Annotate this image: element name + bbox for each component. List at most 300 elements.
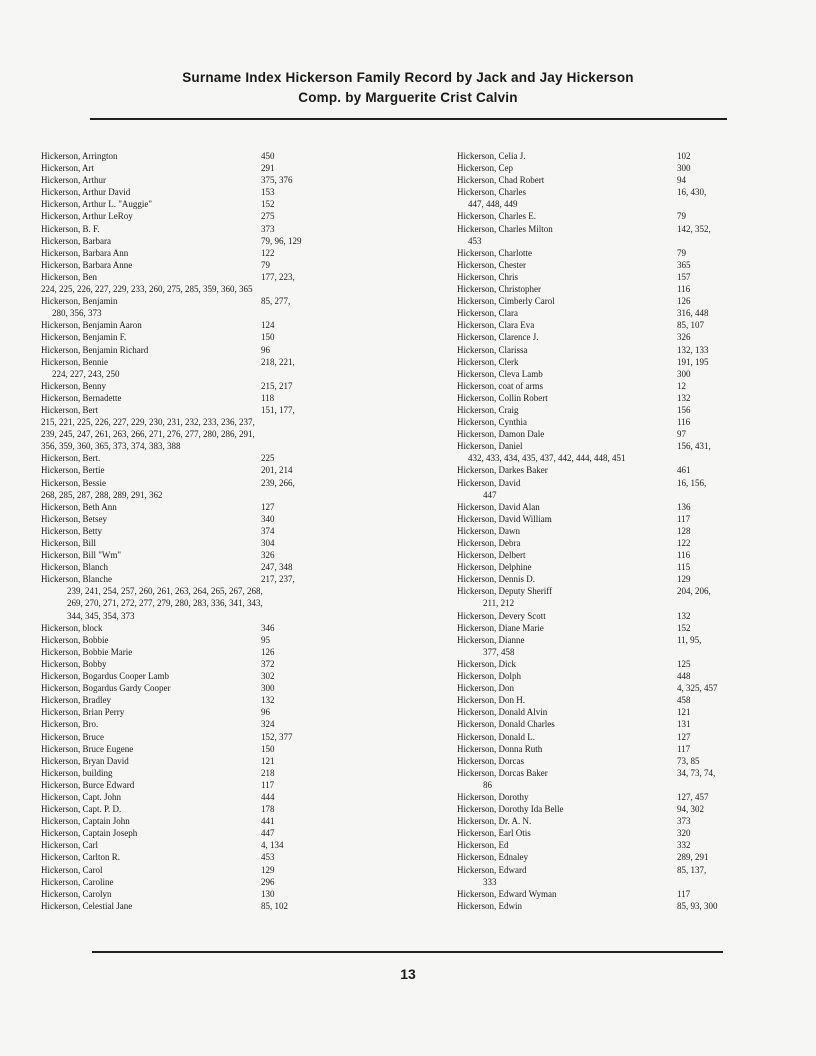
entry-page-list: 344, 345, 354, 373 — [67, 610, 135, 621]
entry-name: Hickerson, Barbara Ann — [41, 247, 129, 258]
entry-name: Hickerson, Dennis D. — [457, 574, 535, 585]
index-entry-continuation — [41, 307, 371, 319]
index-entry — [457, 380, 757, 392]
entry-pages: 153 — [261, 187, 275, 198]
index-entry — [457, 404, 757, 416]
entry-pages: 340 — [261, 513, 275, 524]
entry-name: Hickerson, Bennie — [41, 356, 108, 367]
entry-pages: 79 — [677, 247, 686, 258]
entry-name: Hickerson, Charlotte — [457, 247, 532, 258]
index-entry-continuation — [41, 428, 371, 440]
index-entry — [41, 464, 371, 476]
entry-name: Hickerson, Arthur L. "Auggie" — [41, 199, 153, 210]
entry-pages: 97 — [677, 429, 686, 440]
entry-name: Hickerson, Donald Alvin — [457, 707, 548, 718]
index-entry — [457, 525, 757, 537]
entry-name: Hickerson, Clarence J. — [457, 332, 539, 343]
entry-name: Hickerson, Bradley — [41, 695, 111, 706]
index-entry — [41, 537, 371, 549]
index-entry — [457, 392, 757, 404]
entry-name: Hickerson, Bro. — [41, 719, 99, 730]
entry-pages: 448 — [677, 671, 691, 682]
index-entry — [41, 694, 371, 706]
entry-name: Hickerson, Dr. A. N. — [457, 816, 532, 827]
entry-name: Hickerson, Dorcas Baker — [457, 767, 548, 778]
entry-pages: 152, 377 — [261, 731, 293, 742]
entry-name: Hickerson, B. F. — [41, 223, 100, 234]
index-entry — [457, 670, 757, 682]
entry-page-list: 224, 227, 243, 250 — [52, 368, 120, 379]
index-entry — [457, 319, 757, 331]
index-entry — [41, 658, 371, 670]
entry-page-list: 224, 225, 226, 227, 229, 233, 260, 275, 285, 359, 360, 365 — [41, 284, 253, 295]
index-entry — [41, 174, 371, 186]
entry-name: Hickerson, Clara — [457, 308, 518, 319]
index-entry — [457, 210, 757, 222]
entry-page-list: 377, 458 — [483, 646, 515, 657]
entry-name: Hickerson, Bert — [41, 404, 98, 415]
entry-pages: 291 — [261, 163, 275, 174]
index-entry-continuation — [457, 597, 757, 609]
index-entry-continuation — [41, 283, 371, 295]
entry-name: Hickerson, Charles Milton — [457, 223, 553, 234]
index-entry — [41, 477, 371, 489]
index-entry — [457, 682, 757, 694]
entry-page-list: 268, 285, 287, 288, 289, 291, 362 — [41, 489, 163, 500]
entry-pages: 117 — [677, 513, 691, 524]
entry-name: Hickerson, Edwin — [457, 900, 522, 911]
index-entry — [457, 501, 757, 513]
entry-pages: 218, 221, — [261, 356, 295, 367]
entry-pages: 375, 376 — [261, 175, 293, 186]
entry-pages: 444 — [261, 791, 275, 802]
entry-pages: 94, 302 — [677, 804, 704, 815]
entry-pages: 85, 277, — [261, 296, 291, 307]
entry-pages: 372 — [261, 658, 275, 669]
entry-name: Hickerson, Cep — [457, 163, 513, 174]
entry-name: Hickerson, Bogardus Gardy Cooper — [41, 683, 171, 694]
entry-name: Hickerson, Donna Ruth — [457, 743, 543, 754]
entry-name: Hickerson, Carol — [41, 864, 103, 875]
entry-name: Hickerson, Capt. John — [41, 791, 121, 802]
entry-pages: 450 — [261, 151, 275, 161]
index-entry — [41, 344, 371, 356]
entry-page-list: 215, 221, 225, 226, 227, 229, 230, 231, 232, 233, 236, 237, — [41, 417, 255, 428]
entry-pages: 217, 237, — [261, 574, 295, 585]
entry-page-list: 86 — [483, 779, 492, 790]
index-entry — [457, 791, 757, 803]
index-entry — [457, 440, 757, 452]
index-entry — [457, 428, 757, 440]
index-entry — [457, 162, 757, 174]
index-entry — [41, 331, 371, 343]
entry-pages: 85, 102 — [261, 900, 288, 911]
index-entry — [457, 634, 757, 646]
entry-page-list: 239, 245, 247, 261, 263, 266, 271, 276, 277, 280, 286, 291, — [41, 429, 255, 440]
entry-name: Hickerson, Craig — [457, 404, 519, 415]
index-entry — [41, 876, 371, 888]
index-entry — [457, 344, 757, 356]
entry-name: Hickerson, Celestial Jane — [41, 900, 133, 911]
entry-page-list: 280, 356, 373 — [52, 308, 102, 319]
entry-name: Hickerson, Dolph — [457, 671, 521, 682]
entry-name: Hickerson, Bill — [41, 538, 96, 548]
index-column-right — [457, 150, 757, 912]
entry-name: Hickerson, Ben — [41, 271, 97, 282]
entry-pages: 127 — [261, 501, 275, 512]
entry-name: Hickerson, Chad Robert — [457, 175, 545, 186]
entry-name: Hickerson, David Alan — [457, 501, 540, 512]
entry-pages: 191, 195 — [677, 356, 709, 367]
index-entry-continuation — [457, 198, 757, 210]
index-entry — [41, 525, 371, 537]
entry-pages: 157 — [677, 271, 691, 282]
entry-pages: 16, 430, — [677, 187, 707, 198]
index-entry — [457, 888, 757, 900]
entry-name: Hickerson, Collin Robert — [457, 392, 548, 403]
entry-name: Hickerson, Captain John — [41, 816, 130, 827]
entry-name: Hickerson, Edward — [457, 864, 527, 875]
entry-pages: 128 — [677, 525, 691, 536]
index-entry — [41, 815, 371, 827]
index-entry-continuation — [41, 416, 371, 428]
entry-pages: 16, 156, — [677, 477, 707, 488]
index-entry — [41, 271, 371, 283]
index-entry — [41, 198, 371, 210]
index-entry — [457, 851, 757, 863]
entry-pages: 458 — [677, 695, 691, 706]
entry-pages: 116 — [677, 550, 691, 561]
entry-pages: 300 — [677, 368, 691, 379]
index-entry — [41, 791, 371, 803]
entry-pages: 129 — [261, 864, 275, 875]
entry-name: Hickerson, Donald Charles — [457, 719, 555, 730]
footer-rule — [92, 951, 723, 953]
entry-pages: 300 — [677, 163, 691, 174]
header-subtitle: Comp. by Marguerite Crist Calvin — [298, 90, 518, 105]
entry-page-list: 211, 212 — [483, 598, 515, 609]
entry-pages: 79, 96, 129 — [261, 235, 302, 246]
index-entry — [41, 827, 371, 839]
entry-name: Hickerson, Christopher — [457, 284, 541, 295]
entry-pages: 79 — [261, 259, 270, 270]
index-entry — [41, 682, 371, 694]
entry-name: Hickerson, Clarissa — [457, 344, 528, 355]
entry-page-list: 447, 448, 449 — [468, 199, 518, 210]
index-entry — [457, 150, 757, 162]
entry-name: Hickerson, Bertie — [41, 465, 105, 476]
entry-pages: 126 — [677, 296, 691, 307]
index-entry — [457, 259, 757, 271]
index-entry-continuation — [41, 368, 371, 380]
entry-name: Hickerson, Carolyn — [41, 888, 112, 899]
entry-pages: 127, 457 — [677, 791, 709, 802]
index-entry — [457, 283, 757, 295]
entry-name: Hickerson, Bruce — [41, 731, 104, 742]
index-entry — [457, 271, 757, 283]
index-entry — [457, 743, 757, 755]
entry-pages: 125 — [677, 658, 691, 669]
entry-name: Hickerson, Blanche — [41, 574, 112, 585]
entry-page-list: 333 — [483, 876, 497, 887]
entry-pages: 151, 177, — [261, 404, 295, 415]
entry-pages: 130 — [261, 888, 275, 899]
entry-name: Hickerson, Arthur — [41, 175, 106, 186]
index-entry — [457, 622, 757, 634]
entry-name: Hickerson, Bernadette — [41, 392, 122, 403]
header-rule — [90, 118, 727, 120]
entry-pages: 116 — [677, 284, 691, 295]
index-entry — [457, 755, 757, 767]
entry-pages: 122 — [677, 538, 691, 548]
entry-name: Hickerson, Bruce Eugene — [41, 743, 134, 754]
entry-pages: 215, 217 — [261, 380, 293, 391]
entry-pages: 218 — [261, 767, 275, 778]
index-entry — [41, 839, 371, 851]
entry-name: Hickerson, Blanch — [41, 562, 108, 573]
entry-name: Hickerson, Capt. P. D. — [41, 804, 122, 815]
entry-pages: 95 — [261, 634, 270, 645]
entry-pages: 177, 223, — [261, 271, 295, 282]
index-entry-continuation — [41, 597, 371, 609]
entry-name: Hickerson, Bill "Wm" — [41, 550, 122, 561]
entry-page-list: 432, 433, 434, 435, 437, 442, 444, 448, 451 — [468, 453, 626, 464]
entry-pages: 225 — [261, 453, 275, 464]
index-entry — [41, 392, 371, 404]
entry-pages: 453 — [261, 852, 275, 863]
index-entry — [41, 864, 371, 876]
entry-name: Hickerson, Donald L. — [457, 731, 535, 742]
index-entry — [457, 585, 757, 597]
entry-name: Hickerson, Betsey — [41, 513, 107, 524]
entry-pages: 73, 85 — [677, 755, 700, 766]
entry-name: Hickerson, Benjamin — [41, 296, 118, 307]
index-entry-continuation — [457, 646, 757, 658]
entry-name: Hickerson, Earl Otis — [457, 828, 531, 839]
index-entry — [457, 368, 757, 380]
index-entry — [457, 416, 757, 428]
entry-pages: 316, 448 — [677, 308, 709, 319]
entry-name: Hickerson, Art — [41, 163, 94, 174]
entry-pages: 121 — [677, 707, 691, 718]
entry-name: Hickerson, block — [41, 622, 103, 633]
entry-pages: 332 — [677, 840, 691, 851]
entry-name: Hickerson, Arthur David — [41, 187, 131, 198]
index-entry — [457, 295, 757, 307]
entry-name: Hickerson, Don — [457, 683, 514, 694]
index-entry — [41, 767, 371, 779]
entry-name: Hickerson, Barbara Anne — [41, 259, 133, 270]
entry-name: Hickerson, Bobbie — [41, 634, 109, 645]
entry-pages: 326 — [261, 550, 275, 561]
entry-name: Hickerson, Dorothy Ida Belle — [457, 804, 564, 815]
index-entry — [41, 851, 371, 863]
index-entry — [41, 223, 371, 235]
index-entry — [41, 210, 371, 222]
index-entry — [457, 331, 757, 343]
entry-pages: 201, 214 — [261, 465, 293, 476]
entry-name: Hickerson, Diane Marie — [457, 622, 544, 633]
index-entry — [41, 186, 371, 198]
entry-name: Hickerson, Deputy Sheriff — [457, 586, 553, 597]
index-entry — [457, 561, 757, 573]
index-entry — [457, 223, 757, 235]
entry-pages: 127 — [677, 731, 691, 742]
page-number: 13 — [400, 966, 416, 982]
index-entry — [41, 731, 371, 743]
entry-pages: 374 — [261, 525, 275, 536]
index-entry — [457, 767, 757, 779]
entry-pages: 204, 206, — [677, 586, 711, 597]
entry-pages: 132, 133 — [677, 344, 709, 355]
entry-pages: 118 — [261, 392, 275, 403]
index-entry — [457, 694, 757, 706]
entry-name: Hickerson, Benjamin F. — [41, 332, 127, 343]
index-entry — [41, 259, 371, 271]
entry-name: Hickerson, Cleva Lamb — [457, 368, 543, 379]
entry-pages: 324 — [261, 719, 275, 730]
entry-page-list: 269, 270, 271, 272, 277, 279, 280, 283, 336, 341, 343, — [67, 598, 263, 609]
entry-pages: 126 — [261, 646, 275, 657]
entry-name: Hickerson, Bogardus Cooper Lamb — [41, 671, 169, 682]
entry-pages: 300 — [261, 683, 275, 694]
index-entry — [457, 718, 757, 730]
entry-name: Hickerson, Benjamin Richard — [41, 344, 149, 355]
index-entry — [457, 356, 757, 368]
index-entry — [457, 464, 757, 476]
index-entry — [457, 537, 757, 549]
index-entry — [41, 235, 371, 247]
index-entry — [41, 646, 371, 658]
entry-pages: 117 — [677, 888, 691, 899]
entry-pages: 94 — [677, 175, 686, 186]
entry-pages: 12 — [677, 380, 686, 391]
entry-name: Hickerson, Bert. — [41, 453, 101, 464]
index-entry-continuation — [41, 610, 371, 622]
entry-pages: 124 — [261, 320, 275, 331]
entry-page-list: 447 — [483, 489, 497, 500]
entry-pages: 34, 73, 74, — [677, 767, 716, 778]
entry-name: Hickerson, Don H. — [457, 695, 525, 706]
entry-pages: 152 — [261, 199, 275, 210]
index-entry — [41, 162, 371, 174]
entry-pages: 304 — [261, 538, 275, 548]
entry-pages: 302 — [261, 671, 275, 682]
entry-name: Hickerson, Celia J. — [457, 151, 526, 161]
entry-pages: 296 — [261, 876, 275, 887]
entry-name: Hickerson, Benny — [41, 380, 106, 391]
index-entry-continuation — [41, 489, 371, 501]
index-entry — [41, 706, 371, 718]
entry-page-list: 356, 359, 360, 365, 373, 374, 383, 388 — [41, 441, 181, 452]
entry-name: Hickerson, Charles E. — [457, 211, 536, 222]
index-entry — [41, 755, 371, 767]
index-entry — [41, 295, 371, 307]
index-entry — [41, 622, 371, 634]
entry-name: Hickerson, Bobbie Marie — [41, 646, 133, 657]
entry-name: Hickerson, David — [457, 477, 521, 488]
entry-name: Hickerson, Chester — [457, 259, 526, 270]
entry-pages: 150 — [261, 743, 275, 754]
entry-pages: 142, 352, — [677, 223, 711, 234]
index-entry — [457, 827, 757, 839]
index-entry — [457, 186, 757, 198]
entry-pages: 117 — [677, 743, 691, 754]
entry-pages: 447 — [261, 828, 275, 839]
entry-name: Hickerson, Cimberly Carol — [457, 296, 555, 307]
index-entry — [457, 477, 757, 489]
entry-name: Hickerson, Debra — [457, 538, 521, 548]
entry-pages: 102 — [677, 151, 691, 161]
entry-name: Hickerson, Dorcas — [457, 755, 524, 766]
entry-name: Hickerson, Beth Ann — [41, 501, 117, 512]
index-entry — [457, 900, 757, 912]
entry-name: Hickerson, Bessie — [41, 477, 106, 488]
entry-name: Hickerson, David William — [457, 513, 552, 524]
entry-name: Hickerson, Benjamin Aaron — [41, 320, 142, 331]
index-entry — [41, 501, 371, 513]
entry-name: Hickerson, Clerk — [457, 356, 519, 367]
entry-pages: 117 — [261, 779, 275, 790]
index-entry — [457, 706, 757, 718]
entry-pages: 178 — [261, 804, 275, 815]
entry-name: Hickerson, Dick — [457, 658, 516, 669]
index-entry-continuation — [457, 876, 757, 888]
entry-name: Hickerson, Betty — [41, 525, 102, 536]
entry-pages: 156, 431, — [677, 441, 711, 452]
index-entry — [41, 634, 371, 646]
entry-pages: 131 — [677, 719, 691, 730]
entry-name: Hickerson, Bryan David — [41, 755, 129, 766]
entry-name: Hickerson, Daniel — [457, 441, 523, 452]
entry-name: Hickerson, Devery Scott — [457, 610, 546, 621]
entry-name: Hickerson, Bobby — [41, 658, 107, 669]
entry-pages: 132 — [677, 392, 691, 403]
entry-name: Hickerson, building — [41, 767, 113, 778]
index-entry — [457, 658, 757, 670]
index-entry — [41, 743, 371, 755]
entry-pages: 4, 134 — [261, 840, 284, 851]
entry-page-list: 453 — [468, 235, 482, 246]
entry-pages: 441 — [261, 816, 275, 827]
entry-pages: 461 — [677, 465, 691, 476]
entry-pages: 289, 291 — [677, 852, 709, 863]
index-entry — [41, 150, 371, 162]
index-entry-continuation — [457, 452, 757, 464]
index-entry-continuation — [41, 585, 371, 597]
entry-pages: 85, 93, 300 — [677, 900, 718, 911]
entry-pages: 79 — [677, 211, 686, 222]
entry-name: Hickerson, Carl — [41, 840, 98, 851]
index-entry — [457, 549, 757, 561]
index-entry — [41, 404, 371, 416]
entry-pages: 116 — [677, 417, 691, 428]
entry-pages: 373 — [261, 223, 275, 234]
entry-name: Hickerson, Dianne — [457, 634, 525, 645]
entry-name: Hickerson, Burce Edward — [41, 779, 135, 790]
entry-name: Hickerson, Brian Perry — [41, 707, 125, 718]
entry-pages: 156 — [677, 404, 691, 415]
index-entry-continuation — [457, 779, 757, 791]
entry-name: Hickerson, Clara Eva — [457, 320, 535, 331]
entry-name: Hickerson, Darkes Baker — [457, 465, 548, 476]
entry-name: Hickerson, Chris — [457, 271, 518, 282]
index-entry — [41, 356, 371, 368]
entry-name: Hickerson, Edward Wyman — [457, 888, 557, 899]
index-entry — [41, 670, 371, 682]
index-entry — [41, 888, 371, 900]
header-title: Surname Index Hickerson Family Record by Jack and Jay Hickerson — [182, 70, 634, 85]
